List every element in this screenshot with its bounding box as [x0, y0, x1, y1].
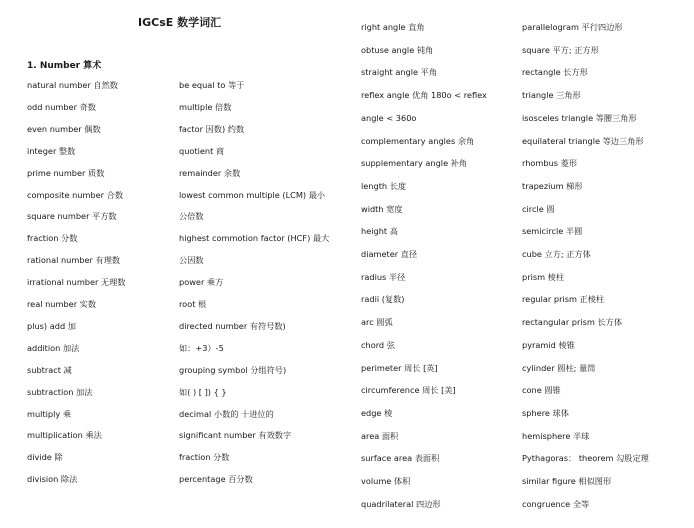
- vocab-entry: rational number 有理数: [27, 255, 121, 266]
- vocab-entry: Pythagoras： theorem 勾股定理: [522, 453, 649, 464]
- vocab-entry: similar figure 相似图形: [522, 476, 612, 486]
- vocab-entry: subtract 减: [27, 364, 72, 375]
- vocab-entry: 如( ) [ ]) { }: [179, 386, 227, 397]
- vocab-entry: pyramid 棱锥: [522, 339, 575, 350]
- vocab-entry: prism 棱柱: [522, 271, 565, 282]
- vocab-entry: radii (复数): [361, 294, 405, 305]
- vocab-entry: cone 圆锥: [522, 385, 561, 396]
- vocab-entry: multiplication 乘法: [27, 430, 102, 441]
- vocab-entry: factor 因数) 约数: [179, 123, 245, 134]
- vocab-entry: 公因数: [179, 255, 204, 266]
- vocab-entry: width 宽度: [361, 203, 403, 214]
- vocab-entry: significant number 有效数字: [179, 430, 292, 441]
- vocab-entry: quotient 商: [179, 145, 225, 156]
- vocab-entry: regular prism 正棱柱: [522, 294, 605, 305]
- vocab-entry: isosceles triangle 等腰三角形: [522, 112, 637, 123]
- vocab-entry: directed number 有符号数): [179, 320, 286, 331]
- vocab-entry: length 长度: [361, 180, 407, 191]
- vocab-entry: reflex angle 优角 180o < reflex: [361, 90, 487, 101]
- vocab-entry: rhombus 菱形: [522, 158, 578, 169]
- vocab-entry: natural number 自然数: [27, 80, 118, 90]
- vocab-entry: integer 整数: [27, 145, 76, 156]
- vocab-entry: prime number 质数: [27, 167, 105, 178]
- vocab-entry: subtraction 加法: [27, 386, 93, 397]
- vocab-entry: rectangle 长方形: [522, 67, 588, 78]
- vocab-entry: triangle 三角形: [522, 90, 581, 101]
- vocab-entry: power 乘方: [179, 277, 224, 288]
- vocab-entry: grouping symbol 分组符号): [179, 364, 287, 375]
- vocab-entry: square number 平方数: [27, 211, 117, 222]
- vocab-entry: fraction 分数: [27, 233, 78, 244]
- document-title: IGCsE 数学词汇: [138, 16, 222, 29]
- vocab-entry: edge 棱: [361, 407, 393, 418]
- vocab-entry: diameter 直径: [361, 249, 418, 259]
- vocab-entry: perimeter 周长 [英]: [361, 362, 438, 373]
- vocab-entry: straight angle 平角: [361, 67, 438, 78]
- vocab-entry: height 高: [361, 226, 398, 237]
- vocab-entry: irrational number 无理数: [27, 277, 126, 288]
- vocab-entry: hemisphere 半球: [522, 430, 590, 441]
- vocab-entry: 公倍数: [179, 211, 204, 222]
- vocab-entry: area 面积: [361, 430, 399, 441]
- vocab-entry: circumference 周长 [美]: [361, 385, 456, 396]
- vocab-entry: complementary angles 余角: [361, 135, 475, 146]
- vocab-entry: congruence 全等: [522, 498, 590, 509]
- vocab-entry: real number 实数: [27, 299, 97, 309]
- vocab-entry: circle 圆: [522, 203, 555, 214]
- vocab-entry: equilateral triangle 等边三角形: [522, 135, 644, 146]
- vocab-entry: radius 半径: [361, 271, 406, 282]
- vocab-entry: plus) add 加: [27, 320, 76, 331]
- vocab-entry: square 平方; 正方形: [522, 44, 599, 55]
- vocab-entry: parallelogram 平行四边形: [522, 22, 623, 32]
- vocab-entry: divide 除: [27, 452, 63, 463]
- vocab-entry: be equal to 等于: [179, 80, 245, 90]
- vocab-entry: percentage 百分数: [179, 474, 253, 485]
- section-heading: 1. Number 算术: [27, 61, 102, 71]
- vocab-entry: obtuse angle 钝角: [361, 44, 434, 55]
- vocab-entry: chord 弦: [361, 339, 395, 350]
- vocab-entry: cube 立方; 正方体: [522, 249, 591, 259]
- vocab-entry: division 除法: [27, 474, 78, 485]
- vocab-entry: supplementary angle 补角: [361, 158, 468, 169]
- vocab-entry: sphere 球体: [522, 407, 569, 418]
- vocab-entry: remainder 余数: [179, 167, 241, 178]
- vocab-entry: addition 加法: [27, 342, 80, 353]
- vocab-entry: surface area 表面积: [361, 453, 440, 464]
- vocab-entry: volume 体积: [361, 476, 411, 486]
- vocab-entry: root 根: [179, 299, 207, 309]
- vocab-entry: odd number 奇数: [27, 101, 96, 112]
- vocab-entry: multiple 倍数: [179, 101, 232, 112]
- vocab-entry: multiply 乘: [27, 408, 72, 419]
- vocab-entry: fraction 分数: [179, 452, 230, 463]
- vocab-entry: semicircle 半圆: [522, 226, 583, 237]
- vocab-entry: 如：+3）-5: [179, 342, 224, 353]
- vocab-entry: lowest common multiple (LCM) 最小: [179, 189, 326, 200]
- vocab-entry: trapezium 梯形: [522, 180, 583, 191]
- vocab-entry: decimal 小数的 十进位的: [179, 408, 274, 419]
- vocab-entry: angle < 360o: [361, 112, 417, 123]
- vocab-entry: arc 圆弧: [361, 317, 393, 328]
- vocab-entry: rectangular prism 长方体: [522, 317, 623, 328]
- vocab-entry: right angle 直角: [361, 22, 425, 32]
- vocab-entry: composite number 合数: [27, 189, 124, 200]
- vocab-entry: cylinder 圆柱; 量筒: [522, 362, 596, 373]
- vocab-entry: even number 偶数: [27, 123, 101, 134]
- vocab-entry: highest commotion factor (HCF) 最大: [179, 233, 330, 244]
- vocab-entry: quadrilateral 四边形: [361, 498, 441, 509]
